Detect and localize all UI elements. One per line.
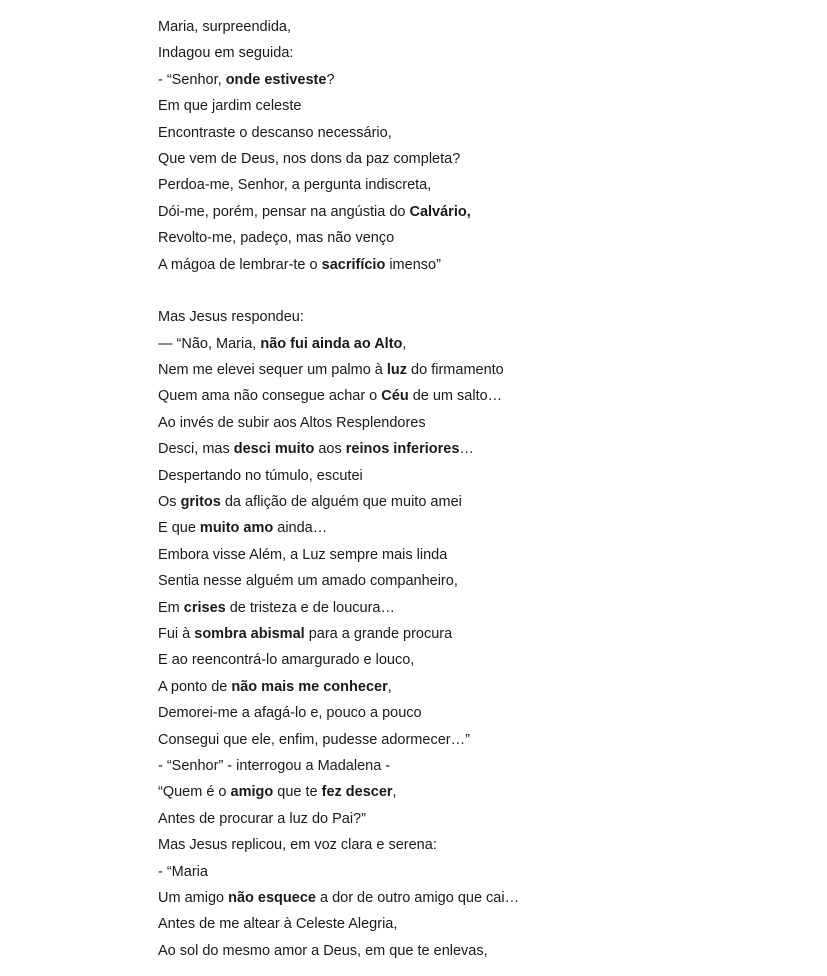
text-span: imenso” [385, 256, 441, 273]
text-span: , [402, 335, 407, 352]
poem-line [158, 753, 798, 779]
poem-line [158, 436, 798, 462]
poem-line [158, 67, 798, 93]
poem-line [158, 700, 798, 726]
bold-text: luz [386, 362, 408, 379]
text-span: Desci, mas [158, 441, 234, 458]
poem-line [158, 40, 798, 66]
bold-text: fez descer [321, 784, 393, 801]
poem-line [158, 304, 798, 330]
text-span: - “Senhor, [158, 71, 226, 88]
poem-line [158, 859, 798, 885]
text-span: “Quem é o [158, 784, 231, 801]
text-span: Um amigo [158, 889, 229, 906]
text-span: Em que jardim celeste [158, 98, 302, 115]
poem-line [158, 542, 798, 568]
text-span: Mas Jesus replicou, em voz clara e serena: [158, 837, 437, 854]
poem-stanza-1 [158, 14, 798, 278]
poem-line [158, 885, 798, 911]
poem-page [158, 14, 798, 964]
text-span: Revolto-me, padeço, mas não venço [158, 230, 395, 247]
poem-line [158, 14, 798, 40]
text-span: Encontraste o descanso necessário, [158, 124, 392, 141]
poem-line [158, 463, 798, 489]
text-span: - “Senhor” - interrogou a Madalena - [158, 757, 391, 774]
text-span: Nem me elevei sequer um palmo à [158, 362, 387, 379]
text-span: aos [314, 441, 346, 458]
text-span: Os [158, 494, 181, 511]
bold-text: amigo [230, 784, 274, 801]
bold-text: onde estiveste [225, 71, 327, 88]
bold-text: muito amo [199, 520, 274, 537]
bold-text: sacrifício [321, 256, 386, 273]
poem-line [158, 120, 798, 146]
text-span: Consegui que ele, enfim, pudesse adormecer…” [158, 731, 470, 748]
text-span: Mas Jesus respondeu: [158, 309, 304, 326]
text-span: a dor de outro amigo que cai… [315, 889, 520, 906]
text-span: para a grande procura [304, 625, 453, 642]
bold-text: gritos [180, 494, 221, 511]
poem-line [158, 225, 798, 251]
poem-line [158, 489, 798, 515]
poem-line [158, 357, 798, 383]
text-span: de um salto… [408, 388, 503, 405]
text-span: ? [326, 71, 335, 88]
text-span: Quem ama não consegue achar o [158, 388, 382, 405]
poem-line [158, 515, 798, 541]
poem-line [158, 172, 798, 198]
text-span: Ao invés de subir aos Altos Resplendores [158, 414, 426, 431]
bold-text: sombra abismal [194, 625, 305, 642]
text-span: , [392, 784, 397, 801]
text-span: Em [158, 599, 184, 616]
text-span: Despertando no túmulo, escutei [158, 467, 363, 484]
text-span: E ao reencontrá-lo amargurado e louco, [158, 652, 415, 669]
bold-text: não mais me conhecer [231, 678, 388, 695]
text-span: Maria, surpreendida, [158, 19, 291, 35]
text-span: , [387, 678, 392, 695]
text-span: Sentia nesse alguém um amado companheiro, [158, 573, 458, 590]
text-span: Indagou em seguida: [158, 45, 294, 62]
text-span: Antes de procurar a luz do Pai?” [158, 810, 366, 827]
poem-line [158, 779, 798, 805]
poem-line [158, 568, 798, 594]
poem-stanza-2 [158, 304, 798, 964]
poem-line [158, 252, 798, 278]
poem-line [158, 331, 798, 357]
poem-line [158, 727, 798, 753]
text-span: A mágoa de lembrar-te o [158, 256, 322, 273]
stanza-gap [158, 278, 798, 304]
text-span: - “Maria [158, 863, 208, 880]
text-span: Fui à [158, 625, 195, 642]
text-span: que te [273, 784, 322, 801]
poem-line [158, 146, 798, 172]
text-span: … [459, 441, 474, 458]
text-span: Ao sol do mesmo amor a Deus, em que te enlevas, [158, 942, 488, 959]
poem-line [158, 911, 798, 937]
text-span: Embora visse Além, a Luz sempre mais linda [158, 546, 448, 563]
text-span: Antes de me altear à Celeste Alegria, [158, 916, 398, 933]
poem-line [158, 595, 798, 621]
text-span: Dói-me, porém, pensar na angústia do [158, 203, 410, 220]
text-span: do firmamento [407, 362, 504, 379]
poem-line [158, 410, 798, 436]
poem-line [158, 383, 798, 409]
text-span: Perdoa-me, Senhor, a pergunta indiscreta, [158, 177, 432, 194]
text-span: Que vem de Deus, nos dons da paz completa? [158, 150, 461, 167]
poem-line [158, 621, 798, 647]
poem-line [158, 938, 798, 964]
text-span: E que [158, 520, 200, 537]
bold-text: reinos inferiores [345, 441, 460, 458]
bold-text: desci muito [233, 441, 315, 458]
bold-text: não esquece [228, 889, 316, 906]
bold-text: crises [183, 599, 226, 616]
poem-line [158, 832, 798, 858]
bold-text: Calvário, [409, 203, 471, 220]
poem-line [158, 199, 798, 225]
text-span: da aflição de alguém que muito amei [220, 494, 462, 511]
poem-line [158, 806, 798, 832]
poem-line [158, 647, 798, 673]
bold-text: não fui ainda ao Alto [260, 335, 403, 352]
text-span: Demorei-me a afagá-lo e, pouco a pouco [158, 705, 422, 722]
text-span: A ponto de [158, 678, 232, 695]
poem-line [158, 93, 798, 119]
bold-text: Céu [381, 388, 409, 405]
poem-line [158, 674, 798, 700]
text-span: — “Não, Maria, [158, 335, 261, 352]
text-span: ainda… [273, 520, 328, 537]
text-span: de tristeza e de loucura… [225, 599, 395, 616]
